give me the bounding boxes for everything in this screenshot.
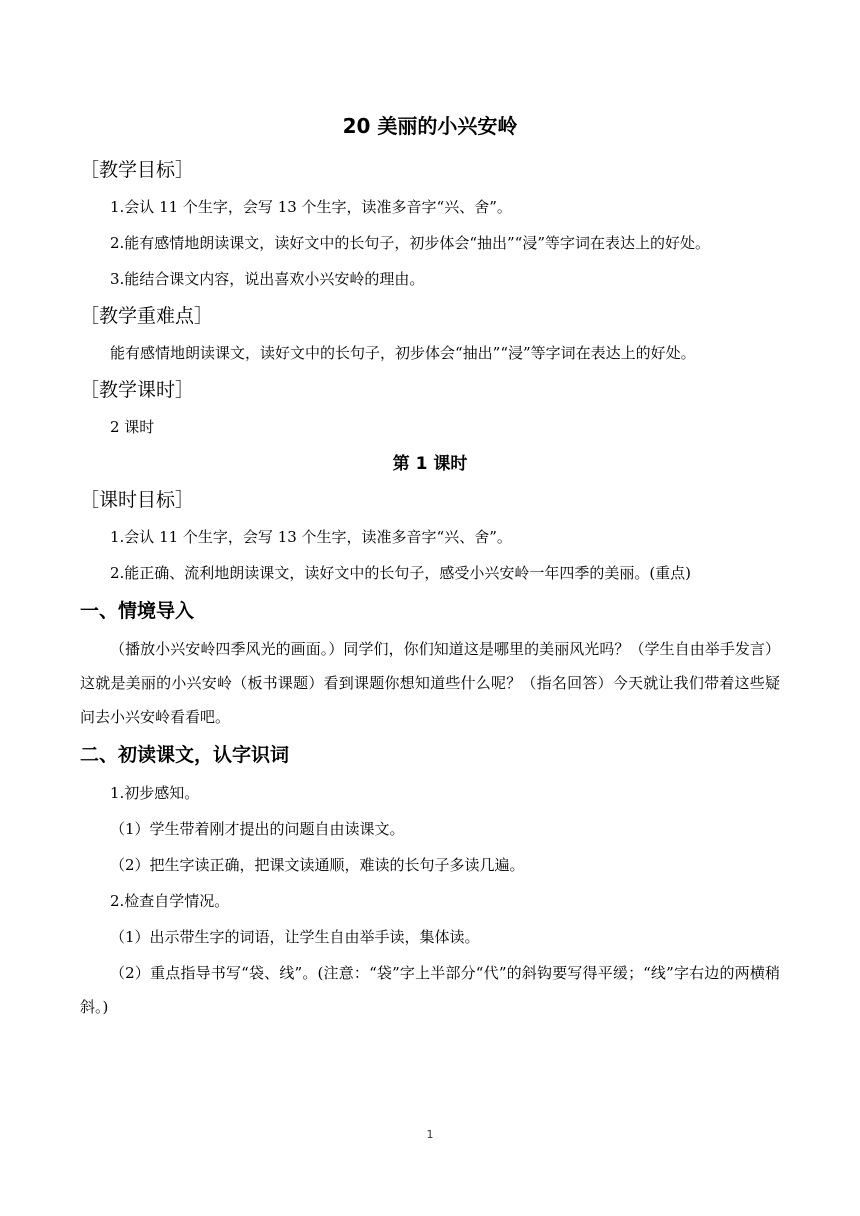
first-reading-item: （1）学生带着刚才提出的问题自由读课文。 bbox=[110, 820, 405, 838]
section-heading-first-reading: 二、初读课文，认字识词 bbox=[80, 744, 290, 766]
teaching-goal-item: 3.能结合课文内容，说出喜欢小兴安岭的理由。 bbox=[110, 270, 425, 288]
section-intro-text: （播放小兴安岭四季风光的画面。）同学们，你们知道这是哪里的美丽风光吗？（学生自由举手发言）这就是美丽的小兴安岭（板书课题）看到课题你想知道些什么呢？（指名回答）今天就让我们带着这些疑问去小兴安岭看看吧。 bbox=[80, 640, 780, 726]
first-reading-item: （2）重点指导书写“袋、线”。(注意：“袋”字上半部分“代”的斜钩要写得平缓；“线”字右边的两横稍斜。) bbox=[80, 964, 780, 1016]
teaching-goal-item: 1.会认 11 个生字，会写 13 个生字，读准多音字“兴、舍”。 bbox=[110, 198, 512, 216]
lesson-title: 第 1 课时 bbox=[392, 454, 468, 474]
page-number: 1 bbox=[426, 1128, 434, 1141]
document-page bbox=[80, 110, 780, 1026]
class-hours-heading: ［教学课时］ bbox=[80, 379, 195, 401]
lesson-goals-heading: ［课时目标］ bbox=[80, 489, 195, 511]
teaching-goal-item: 2.能有感情地朗读课文，读好文中的长句子，初步体会“抽出”“浸”等字词在表达上的好处。 bbox=[110, 234, 710, 252]
first-reading-item: 2.检查自学情况。 bbox=[110, 892, 230, 910]
lesson-goal-item: 1.会认 11 个生字，会写 13 个生字，读准多音字“兴、舍”。 bbox=[110, 528, 512, 546]
teaching-goals-heading: ［教学目标］ bbox=[80, 159, 195, 181]
key-points-heading: ［教学重难点］ bbox=[80, 305, 214, 327]
key-points-text: 能有感情地朗读课文，读好文中的长句子，初步体会“抽出”“浸”等字词在表达上的好处。 bbox=[110, 344, 696, 362]
first-reading-item: （2）把生字读正确，把课文读通顺，难读的长句子多读几遍。 bbox=[110, 856, 525, 874]
class-hours-text: 2 课时 bbox=[110, 418, 155, 436]
section-heading-intro: 一、情境导入 bbox=[80, 600, 195, 622]
document-title: 20 美丽的小兴安岭 bbox=[342, 114, 518, 138]
first-reading-item: （1）出示带生字的词语，让学生自由举手读，集体读。 bbox=[110, 928, 480, 946]
lesson-goal-item: 2.能正确、流利地朗读课文，读好文中的长句子，感受小兴安岭一年四季的美丽。(重点) bbox=[110, 564, 692, 582]
first-reading-item: 1.初步感知。 bbox=[110, 784, 200, 802]
